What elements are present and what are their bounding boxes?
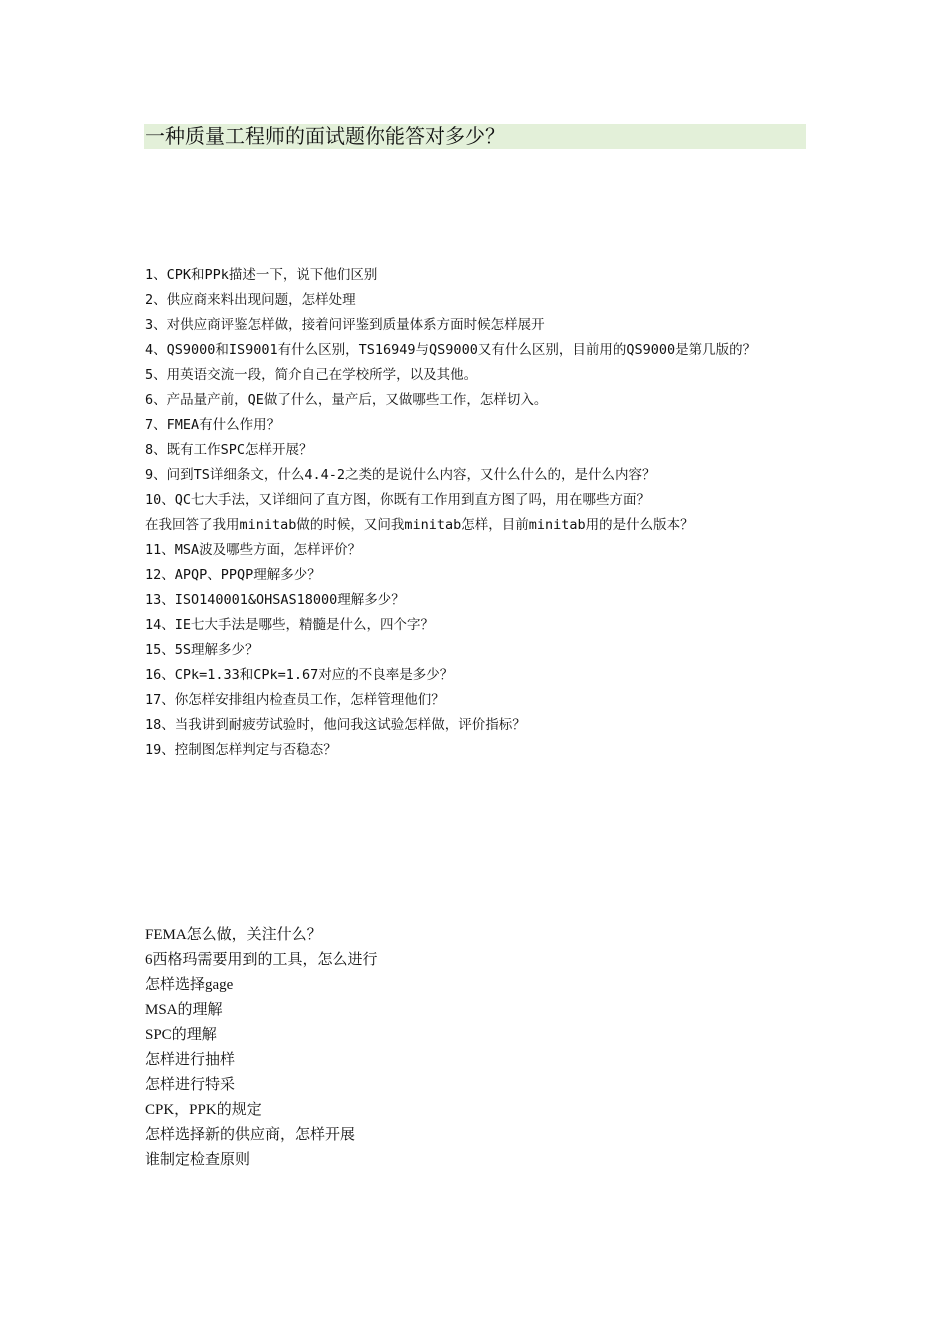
page-title: 一种质量工程师的面试题你能答对多少？ (145, 124, 505, 148)
question-item: 5、用英语交流一段，简介自己在学校所学，以及其他。 (145, 367, 478, 383)
interview-question-list (145, 263, 835, 763)
additional-topic-list (145, 923, 378, 1173)
question-item: 12、APQP、PPQP理解多少？ (145, 567, 321, 583)
topic-item: 怎样进行特采 (145, 1077, 236, 1093)
topic-item: 怎样选择新的供应商，怎样开展 (145, 1127, 356, 1143)
question-followup: 在我回答了我用minitab做的时候，又问我minitab怎样，目前minitab用的是什么版本？ (145, 517, 694, 533)
topic-item: 6西格玛需要用到的工具，怎么进行 (145, 952, 378, 968)
question-item: 19、控制图怎样判定与否稳态？ (145, 742, 337, 758)
question-item: 13、ISO140001&OHSAS18000理解多少？ (145, 592, 405, 608)
topic-item: 怎样进行抽样 (145, 1052, 236, 1068)
question-item: 6、产品量产前，QE做了什么，量产后，又做哪些工作，怎样切入。 (145, 392, 548, 408)
question-item: 2、供应商来料出现问题，怎样处理 (145, 292, 356, 308)
topic-item: CPK，PPK的规定 (145, 1102, 262, 1118)
question-item: 1、CPK和PPk描述一下，说下他们区别 (145, 267, 378, 283)
question-item: 11、MSA波及哪些方面，怎样评价？ (145, 542, 362, 558)
topic-item: FEMA怎么做，关注什么？ (145, 927, 322, 943)
topic-item: MSA的理解 (145, 1002, 223, 1018)
topic-item: SPC的理解 (145, 1027, 217, 1043)
question-item: 16、CPk=1.33和CPk=1.67对应的不良率是多少？ (145, 667, 454, 683)
question-item: 3、对供应商评鉴怎样做，接着问评鉴到质量体系方面时候怎样展开 (145, 317, 545, 333)
question-item: 18、当我讲到耐疲劳试验时，他问我这试验怎样做，评价指标？ (145, 717, 526, 733)
question-item: 7、FMEA有什么作用？ (145, 417, 281, 433)
question-item: 14、IE七大手法是哪些，精髓是什么，四个字？ (145, 617, 435, 633)
topic-item: 怎样选择gage (145, 977, 234, 993)
topic-item: 谁制定检查原则 (145, 1152, 251, 1168)
question-item: 8、既有工作SPC怎样开展？ (145, 442, 313, 458)
question-item: 4、QS9000和IS9001有什么区别，TS16949与QS9000又有什么区别，目前用的QS9000是第几版的？ (145, 342, 757, 358)
question-item: 15、5S理解多少？ (145, 642, 259, 658)
question-item: 10、QC七大手法，又详细问了直方图，你既有工作用到直方图了吗，用在哪些方面？ (145, 492, 651, 508)
question-item: 9、问到TS详细条文，什么4.4-2之类的是说什么内容，又什么什么的，是什么内容？ (145, 467, 656, 483)
question-item: 17、你怎样安排组内检查员工作，怎样管理他们？ (145, 692, 445, 708)
